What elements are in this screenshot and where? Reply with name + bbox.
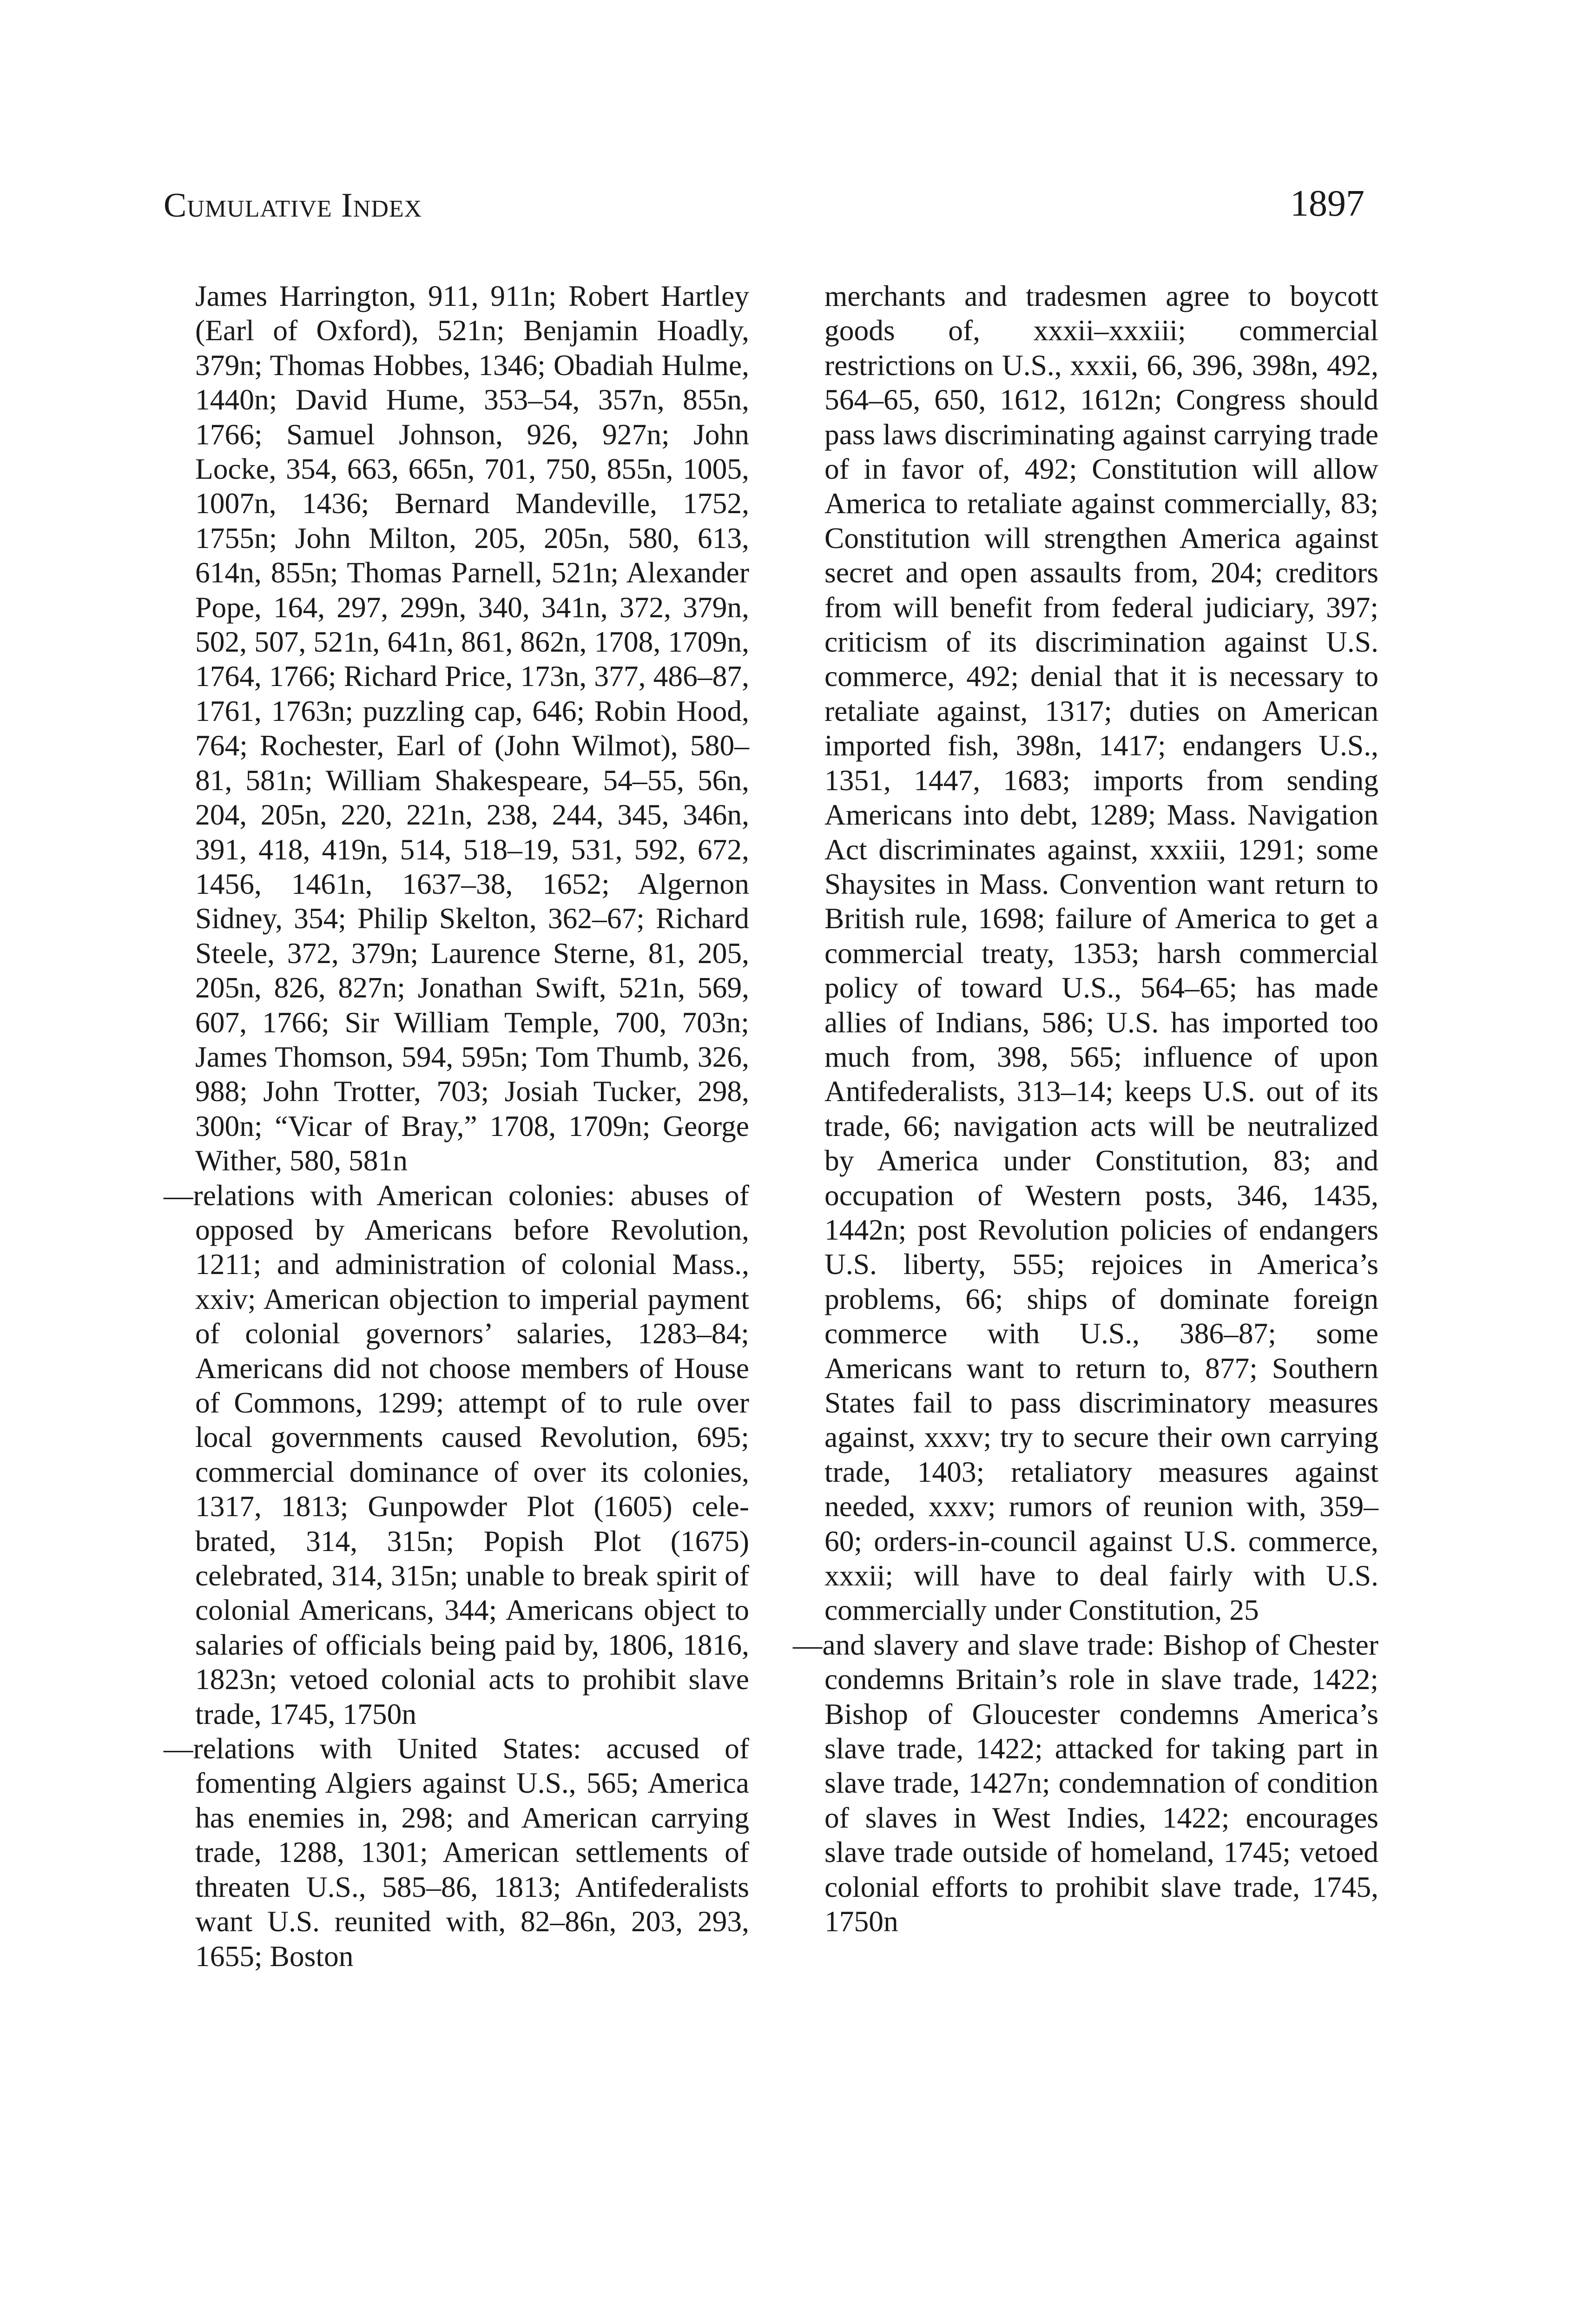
- running-head-title: Cumulative Index: [164, 186, 422, 224]
- index-subentry-relations-with-american-colonies: —relations with American colonies: abuses of opposed by Americans before Revolution, 1211; and administration of colonial Mass., xxiv; American objection to imperial payment of colonial governors’ salaries, 1283–84; Americans did not choose members of House of Commons, 1299; attempt of to rule over local governments caused Revolution, 695; commercial dominance of over its colonies, 1317, 1813; Gunpowder Plot (1605) celebrated, 314, 315n; Popish Plot (1675) celebrated, 314, 315n; unable to break spirit of colonial Americans, 344; Americans object to salaries of officials being paid by, 1806, 1816, 1823n; vetoed colonial acts to prohibit slave trade, 1745, 1750n: [164, 1178, 749, 1730]
- index-subentry-slavery-and-slave-trade: —and slavery and slave trade: Bishop of Chester condemns Britain’s role in slave trade, 1422; Bishop of Gloucester condemns America’s slave trade, 1422; attacked for taking part in slave trade, 1427n; condemnation of condition of slaves in West Indies, 1422; encourages slave trade outside of homeland, 1745; vetoed colonial efforts to prohibit slave trade, 1745, 1750n: [793, 1628, 1378, 1938]
- index-entry-continued: James Harrington, 911, 911n; Robert Hartley (Earl of Oxford), 521n; Benjamin Hoadly, 379n; Thomas Hobbes, 1346; Obadiah Hulme, 1440n; David Hume, 353–54, 357n, 855n, 1766; Samuel Johnson, 926, 927n; John Locke, 354, 663, 665n, 701, 750, 855n, 1005, 1007n, 1436; Bernard Mandeville, 1752, 1755n; John Milton, 205, 205n, 580, 613, 614n, 855n; Thomas Parnell, 521n; Alexander Pope, 164, 297, 299n, 340, 341n, 372, 379n, 502, 507, 521n, 641n, 861, 862n, 1708, 1709n, 1764, 1766; Richard Price, 173n, 377, 486–87, 1761, 1763n; puzzling cap, 646; Robin Hood, 764; Rochester, Earl of (John Wilmot), 580–81, 581n; William Shakespeare, 54–55, 56n, 204, 205n, 220, 221n, 238, 244, 345, 346n, 391, 418, 419n, 514, 518–19, 531, 592, 672, 1456, 1461n, 1637–38, 1652; Algernon Sidney, 354; Philip Skelton, 362–67; Richard Steele, 372, 379n; Laurence Sterne, 81, 205, 205n, 826, 827n; Jonathan Swift, 521n, 569, 607, 1766; Sir William Temple, 700, 703n; James Thomson, 594, 595n; Tom Thumb, 326, 988; John Trotter, 703; Josiah Tucker, 298, 300n; “Vicar of Bray,” 1708, 1709n; George Wither, 580, 581n: [195, 279, 749, 1177]
- left-column: [164, 279, 749, 1974]
- index-subentry-relations-with-united-states: —relations with United States: accused of fomenting Algiers against U.S., 565; America has enemies in, 298; and American carrying trade, 1288, 1301; American settlements of threaten U.S., 585–86, 1813; Antifederalists want U.S. reunited with, 82–86n, 203, 293, 1655; Boston: [164, 1732, 749, 1973]
- page-number: 1897: [1290, 183, 1364, 224]
- right-column: [793, 279, 1378, 1939]
- index-entry-continued: merchants and tradesmen agree to boycott goods of, xxxii–xxxiii; commercial restrictions on U.S., xxxii, 66, 396, 398n, 492, 564–65, 650, 1612, 1612n; Congress should pass laws discriminating against carrying trade of in favor of, 492; Constitution will allow America to retaliate against commercially, 83; Constitution will strengthen America against secret and open assaults from, 204; creditors from will benefit from federal judiciary, 397; criticism of its discrimination against U.S. commerce, 492; denial that it is necessary to retaliate against, 1317; duties on American imported fish, 398n, 1417; endangers U.S., 1351, 1447, 1683; imports from sending Americans into debt, 1289; Mass. Navigation Act discriminates against, xxxiii, 1291; some Shaysites in Mass. Convention want return to British rule, 1698; failure of America to get a commercial treaty, 1353; harsh commercial policy of toward U.S., 564–65; has made allies of Indians, 586; U.S. has imported too much from, 398, 565; influence of upon Antifederalists, 313–14; keeps U.S. out of its trade, 66; navigation acts will be neutralized by America under Constitution, 83; and occupation of Western posts, 346, 1435, 1442n; post Revolution policies of endangers U.S. liberty, 555; rejoices in America’s problems, 66; ships of dominate foreign commerce with U.S., 386–87; some Americans want to return to, 877; Southern States fail to pass discriminatory measures against, xxxv; try to secure their own carrying trade, 1403; retaliatory measures against needed, xxxv; rumors of reunion with, 359–60; orders-in-council against U.S. commerce, xxxii; will have to deal fairly with U.S. commercially under Constitution, 25: [824, 279, 1378, 1627]
